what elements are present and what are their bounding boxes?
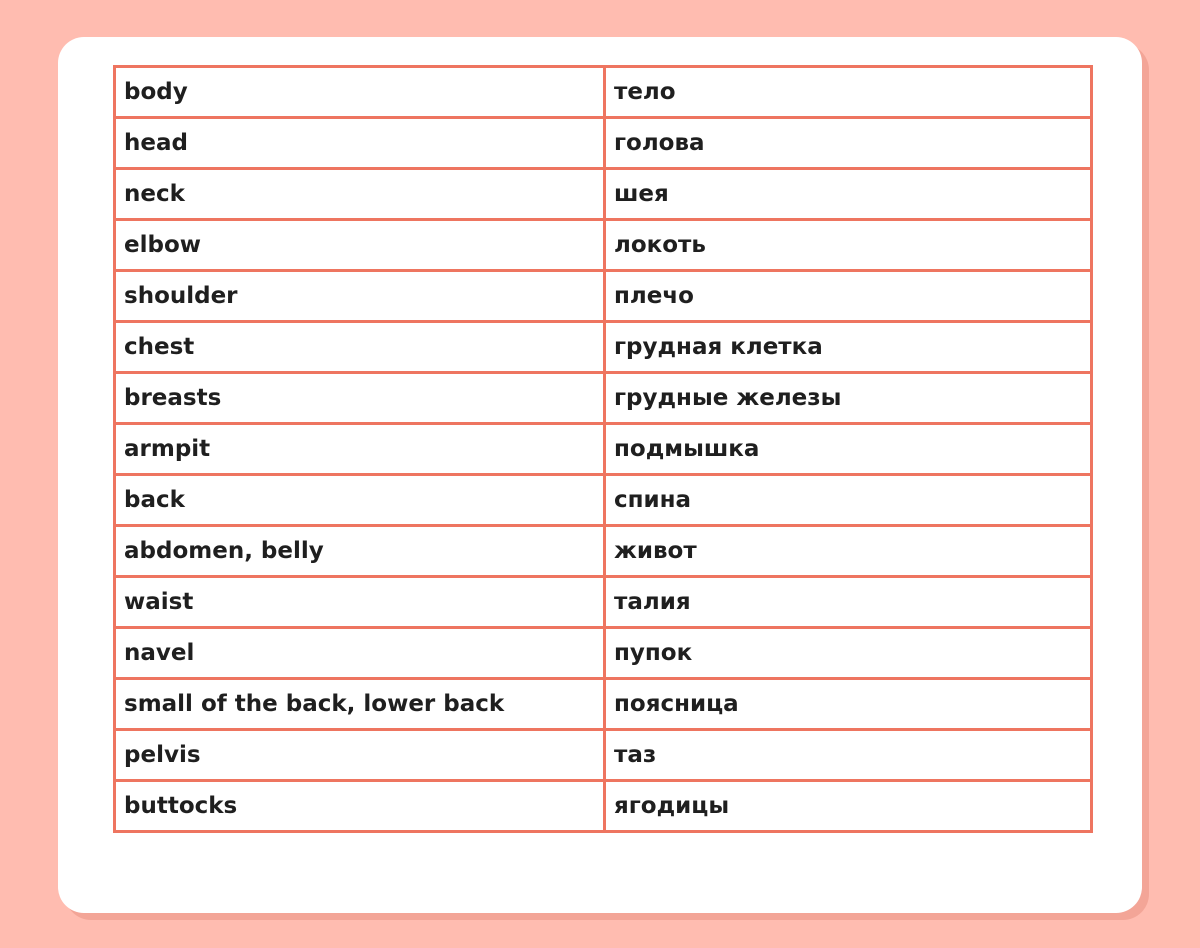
russian-translation: грудная клетка [605, 322, 1092, 373]
english-term: neck [115, 169, 605, 220]
russian-translation: живот [605, 526, 1092, 577]
table-row [115, 322, 1092, 373]
table-row [115, 628, 1092, 679]
vocabulary-card [58, 37, 1142, 913]
table-row [115, 373, 1092, 424]
table-row [115, 118, 1092, 169]
english-term: breasts [115, 373, 605, 424]
english-term: abdomen, belly [115, 526, 605, 577]
table-row [115, 220, 1092, 271]
english-term: buttocks [115, 781, 605, 832]
english-term: navel [115, 628, 605, 679]
russian-translation: шея [605, 169, 1092, 220]
table-row [115, 169, 1092, 220]
russian-translation: пупок [605, 628, 1092, 679]
english-term: small of the back, lower back [115, 679, 605, 730]
russian-translation: грудные железы [605, 373, 1092, 424]
vocabulary-table [113, 65, 1093, 833]
table-row [115, 781, 1092, 832]
english-term: pelvis [115, 730, 605, 781]
russian-translation: спина [605, 475, 1092, 526]
english-term: back [115, 475, 605, 526]
table-row [115, 730, 1092, 781]
english-term: chest [115, 322, 605, 373]
russian-translation: таз [605, 730, 1092, 781]
russian-translation: поясница [605, 679, 1092, 730]
russian-translation: подмышка [605, 424, 1092, 475]
english-term: head [115, 118, 605, 169]
table-row [115, 679, 1092, 730]
table-row [115, 271, 1092, 322]
table-row [115, 475, 1092, 526]
english-term: armpit [115, 424, 605, 475]
russian-translation: голова [605, 118, 1092, 169]
russian-translation: плечо [605, 271, 1092, 322]
table-row [115, 577, 1092, 628]
russian-translation: локоть [605, 220, 1092, 271]
russian-translation: талия [605, 577, 1092, 628]
table-row [115, 424, 1092, 475]
table-row [115, 526, 1092, 577]
russian-translation: тело [605, 67, 1092, 118]
english-term: body [115, 67, 605, 118]
english-term: shoulder [115, 271, 605, 322]
russian-translation: ягодицы [605, 781, 1092, 832]
english-term: waist [115, 577, 605, 628]
table-row [115, 67, 1092, 118]
english-term: elbow [115, 220, 605, 271]
